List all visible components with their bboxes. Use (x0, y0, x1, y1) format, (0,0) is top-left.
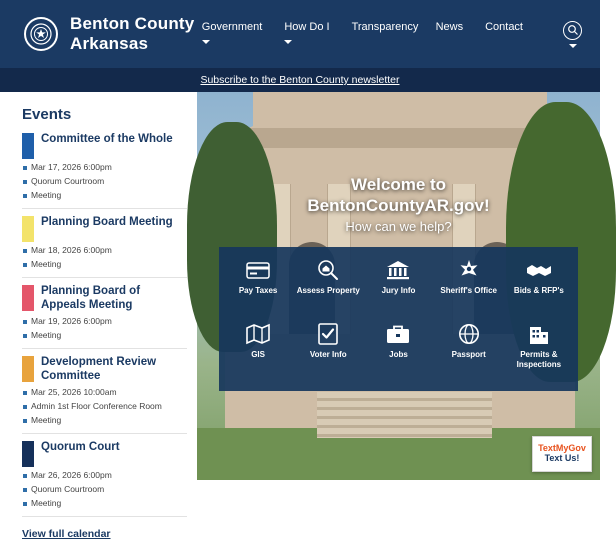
event-type-row (22, 498, 187, 509)
hero-heading (197, 174, 600, 237)
event-title: Planning Board Meeting (41, 216, 173, 229)
nav-item-transparency[interactable] (351, 20, 419, 35)
courthouse-icon (386, 259, 410, 281)
quick-link-jobs[interactable] (363, 321, 433, 385)
bullet-icon (23, 166, 27, 170)
event-type-row (22, 330, 187, 341)
event-location: Admin 1st Floor Conference Room (31, 400, 162, 411)
event-type: Meeting (31, 414, 62, 425)
newsletter-link[interactable]: Subscribe to the Benton County newsletter (200, 74, 400, 86)
quick-link-label: Pay Taxes (238, 286, 278, 295)
list-item[interactable] (22, 441, 187, 517)
map-icon (246, 323, 270, 345)
event-type-row (22, 259, 187, 270)
search-toggle[interactable] (563, 21, 582, 48)
credit-card-icon (246, 259, 270, 281)
bullet-icon (23, 419, 27, 423)
event-date: Mar 19, 2026 6:00pm (31, 315, 112, 326)
sheriff-star-icon (458, 259, 480, 281)
building-steps (317, 392, 492, 438)
newsletter-bar (0, 68, 600, 92)
quick-link-sheriffs-office[interactable] (434, 257, 504, 321)
quick-link-pay-taxes[interactable] (223, 257, 293, 321)
site-header (0, 0, 600, 68)
event-location-row (22, 401, 187, 412)
textmygov-brand: TextMyGov (538, 443, 586, 454)
nav-label-news: News (435, 20, 464, 33)
hero-banner (197, 92, 600, 480)
quick-link-label: Permits & Inspections (516, 350, 562, 370)
event-date: Mar 18, 2026 6:00pm (31, 245, 112, 256)
list-item[interactable] (22, 133, 187, 209)
event-type-row (22, 190, 187, 201)
list-item[interactable] (22, 216, 187, 278)
view-full-calendar-link[interactable]: View full calendar (22, 527, 111, 540)
event-type-row (22, 415, 187, 426)
event-color-swatch (22, 133, 34, 159)
event-date-row (22, 387, 187, 398)
quick-link-label: Passport (451, 350, 486, 359)
bullet-icon (23, 180, 27, 184)
event-type: Meeting (31, 190, 62, 201)
quick-link-bids-rfps[interactable] (504, 257, 574, 321)
chevron-down-icon (284, 40, 292, 44)
quick-link-label: Jobs (389, 350, 408, 359)
bullet-icon (23, 320, 27, 324)
event-title: Committee of the Whole (41, 133, 173, 145)
chevron-down-icon (202, 40, 210, 44)
bullet-icon (23, 474, 27, 478)
chevron-down-icon (569, 44, 577, 48)
brand-line-2: Arkansas (70, 34, 149, 53)
quick-link-passport[interactable] (434, 321, 504, 385)
bullet-icon (23, 391, 27, 395)
event-date: Mar 26, 2026 6:00pm (31, 469, 112, 480)
list-item[interactable] (22, 356, 187, 434)
building-permit-icon (528, 323, 550, 345)
quick-link-jury-info[interactable] (363, 257, 433, 321)
event-location: Quorum Courtroom (31, 176, 105, 187)
event-location-row (22, 484, 187, 495)
page-body (0, 92, 600, 540)
quick-link-assess-property[interactable] (293, 257, 363, 321)
nav-label-how-do-i: How Do I (284, 20, 330, 33)
main-nav (202, 21, 586, 48)
nav-item-government[interactable] (202, 21, 263, 45)
bullet-icon (23, 334, 27, 338)
event-location: Quorum Courtroom (31, 483, 105, 494)
event-color-swatch (22, 216, 34, 242)
quick-link-label: Sheriff's Office (440, 286, 497, 295)
nav-item-news[interactable] (436, 21, 464, 35)
event-title: Development Review Committee (41, 355, 157, 382)
events-sidebar (0, 92, 197, 540)
quick-link-label: Bids & RFP's (513, 286, 564, 295)
nav-label-government: Government (201, 20, 263, 33)
bullet-icon (23, 502, 27, 506)
event-date-row (22, 162, 187, 173)
page-title: Events (22, 106, 72, 123)
event-date-row (22, 470, 187, 481)
event-title: Quorum Court (41, 440, 120, 453)
textmygov-cta: Text Us! (544, 453, 580, 463)
quick-link-gis[interactable] (223, 321, 293, 385)
quick-link-label: Voter Info (309, 350, 347, 359)
ballot-check-icon (318, 323, 338, 345)
county-seal-icon (24, 17, 58, 51)
bullet-icon (23, 488, 27, 492)
quick-link-label: Jury Info (381, 286, 416, 295)
textmygov-widget[interactable] (532, 436, 592, 472)
event-color-swatch (22, 285, 34, 311)
bullet-icon (23, 263, 27, 267)
briefcase-icon (386, 323, 410, 345)
handshake-icon (526, 259, 552, 281)
quick-link-label: Assess Property (296, 286, 360, 295)
bullet-icon (23, 194, 27, 198)
hero-line-1: Welcome to (350, 175, 447, 194)
bullet-icon (23, 405, 27, 409)
event-date: Mar 25, 2026 10:00am (31, 386, 117, 397)
quick-link-permits-inspections[interactable] (504, 321, 574, 385)
globe-icon (458, 323, 480, 345)
bullet-icon (23, 249, 27, 253)
event-color-swatch (22, 356, 34, 382)
quick-links-panel (219, 247, 578, 391)
nav-item-contact[interactable] (485, 21, 523, 35)
event-type: Meeting (31, 329, 62, 340)
event-color-swatch (22, 441, 34, 467)
quick-link-label: GIS (251, 350, 265, 359)
event-date-row (22, 245, 187, 256)
event-title: Planning Board of Appeals Meeting (41, 285, 141, 312)
event-date-row (22, 316, 187, 327)
search-house-icon (317, 259, 339, 281)
nav-label-transparency: Transparency (351, 20, 419, 33)
hero-subtitle: How can we help? (345, 218, 452, 234)
brand-line-1: Benton County (70, 14, 195, 34)
nav-item-how-do-i[interactable] (284, 21, 329, 45)
site-title (70, 14, 194, 53)
event-type: Meeting (31, 497, 62, 508)
hero-line-2: BentonCountyAR.gov! (307, 196, 490, 216)
quick-link-voter-info[interactable] (293, 321, 363, 385)
site-brand[interactable] (24, 14, 194, 53)
search-icon (563, 21, 582, 40)
list-item[interactable] (22, 285, 187, 349)
event-location-row (22, 176, 187, 187)
event-date: Mar 17, 2026 6:00pm (31, 162, 112, 172)
event-type: Meeting (31, 259, 62, 270)
nav-label-contact: Contact (485, 20, 523, 33)
